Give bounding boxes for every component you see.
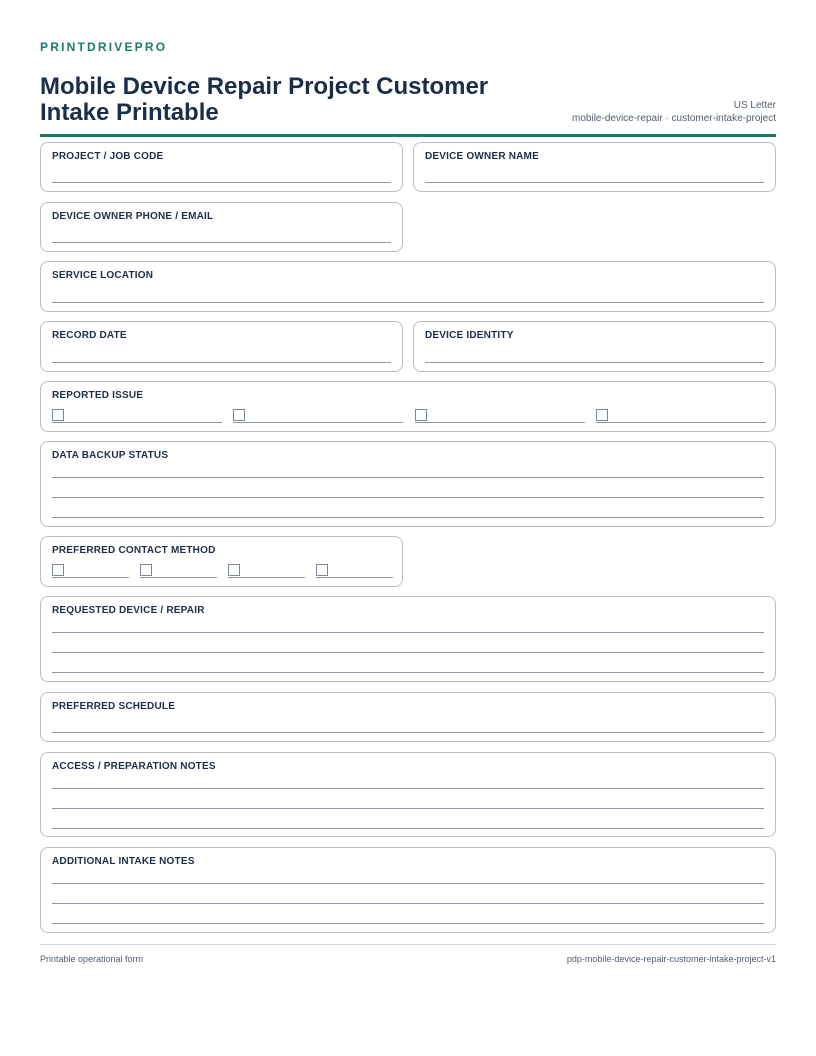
issue-option-2 [233, 409, 403, 423]
checkbox[interactable] [52, 409, 64, 421]
checkbox[interactable] [52, 564, 64, 576]
contact-option-2 [140, 564, 217, 578]
write-line[interactable] [52, 788, 764, 789]
field-label: DEVICE OWNER NAME [425, 151, 539, 162]
write-line[interactable] [52, 672, 764, 673]
page-title: Mobile Device Repair Project Customer Intake Printable [40, 73, 489, 126]
write-line[interactable] [52, 903, 764, 904]
field-label: DEVICE IDENTITY [425, 330, 514, 341]
field-preferred-schedule [40, 692, 776, 742]
write-line[interactable] [52, 652, 764, 653]
contact-option-1 [52, 564, 129, 578]
form-slug: mobile-device-repair · customer-intake-project [572, 113, 776, 124]
write-line[interactable] [52, 362, 391, 363]
field-project-job-code [40, 142, 403, 192]
field-requested-device-repair [40, 596, 776, 682]
checkbox[interactable] [316, 564, 328, 576]
write-line[interactable] [52, 828, 764, 829]
checkbox[interactable] [140, 564, 152, 576]
checkbox[interactable] [233, 409, 245, 421]
checkbox[interactable] [228, 564, 240, 576]
field-label: ACCESS / PREPARATION NOTES [52, 761, 216, 772]
field-label: ADDITIONAL INTAKE NOTES [52, 856, 195, 867]
write-line[interactable] [52, 883, 764, 884]
write-line[interactable] [52, 923, 764, 924]
brand-name: PRINTDRIVEPRO [40, 40, 168, 54]
write-line[interactable] [52, 242, 391, 243]
field-label: SERVICE LOCATION [52, 270, 154, 281]
write-line[interactable] [425, 182, 764, 183]
field-access-preparation-notes [40, 752, 776, 837]
field-device-owner-name [413, 142, 776, 192]
field-record-date [40, 321, 403, 372]
contact-option-3 [228, 564, 305, 578]
field-device-identity [413, 321, 776, 372]
field-data-backup-status [40, 441, 776, 527]
field-additional-intake-notes [40, 847, 776, 933]
issue-option-4 [596, 409, 766, 423]
issue-option-1 [52, 409, 222, 423]
write-line[interactable] [52, 808, 764, 809]
footer-form-type: Printable operational form [40, 954, 144, 964]
checkbox[interactable] [596, 409, 608, 421]
write-line[interactable] [52, 732, 764, 733]
write-line[interactable] [52, 477, 764, 478]
checkbox[interactable] [415, 409, 427, 421]
field-service-location [40, 261, 776, 312]
form-header [40, 54, 776, 137]
field-preferred-contact-method [40, 536, 403, 587]
footer-form-id: pdp-mobile-device-repair-customer-intake-project-v1 [566, 954, 776, 964]
form-page [40, 40, 776, 137]
write-line[interactable] [52, 632, 764, 633]
field-label: PREFERRED SCHEDULE [52, 701, 176, 712]
field-label: DATA BACKUP STATUS [52, 450, 169, 461]
form-meta [572, 99, 776, 125]
page-footer [40, 944, 776, 964]
write-line[interactable] [52, 182, 391, 183]
field-label: REQUESTED DEVICE / REPAIR [52, 605, 205, 616]
field-label: PROJECT / JOB CODE [52, 151, 164, 162]
field-label: REPORTED ISSUE [52, 390, 144, 401]
contact-option-4 [316, 564, 393, 578]
field-label: DEVICE OWNER PHONE / EMAIL [52, 211, 214, 222]
paper-size: US Letter [733, 100, 776, 111]
field-reported-issue [40, 381, 776, 432]
issue-option-3 [415, 409, 585, 423]
write-line[interactable] [425, 362, 764, 363]
field-label: PREFERRED CONTACT METHOD [52, 545, 216, 556]
write-line[interactable] [52, 302, 764, 303]
field-label: RECORD DATE [52, 330, 127, 341]
write-line[interactable] [52, 517, 764, 518]
write-line[interactable] [52, 497, 764, 498]
field-device-owner-contact [40, 202, 403, 252]
